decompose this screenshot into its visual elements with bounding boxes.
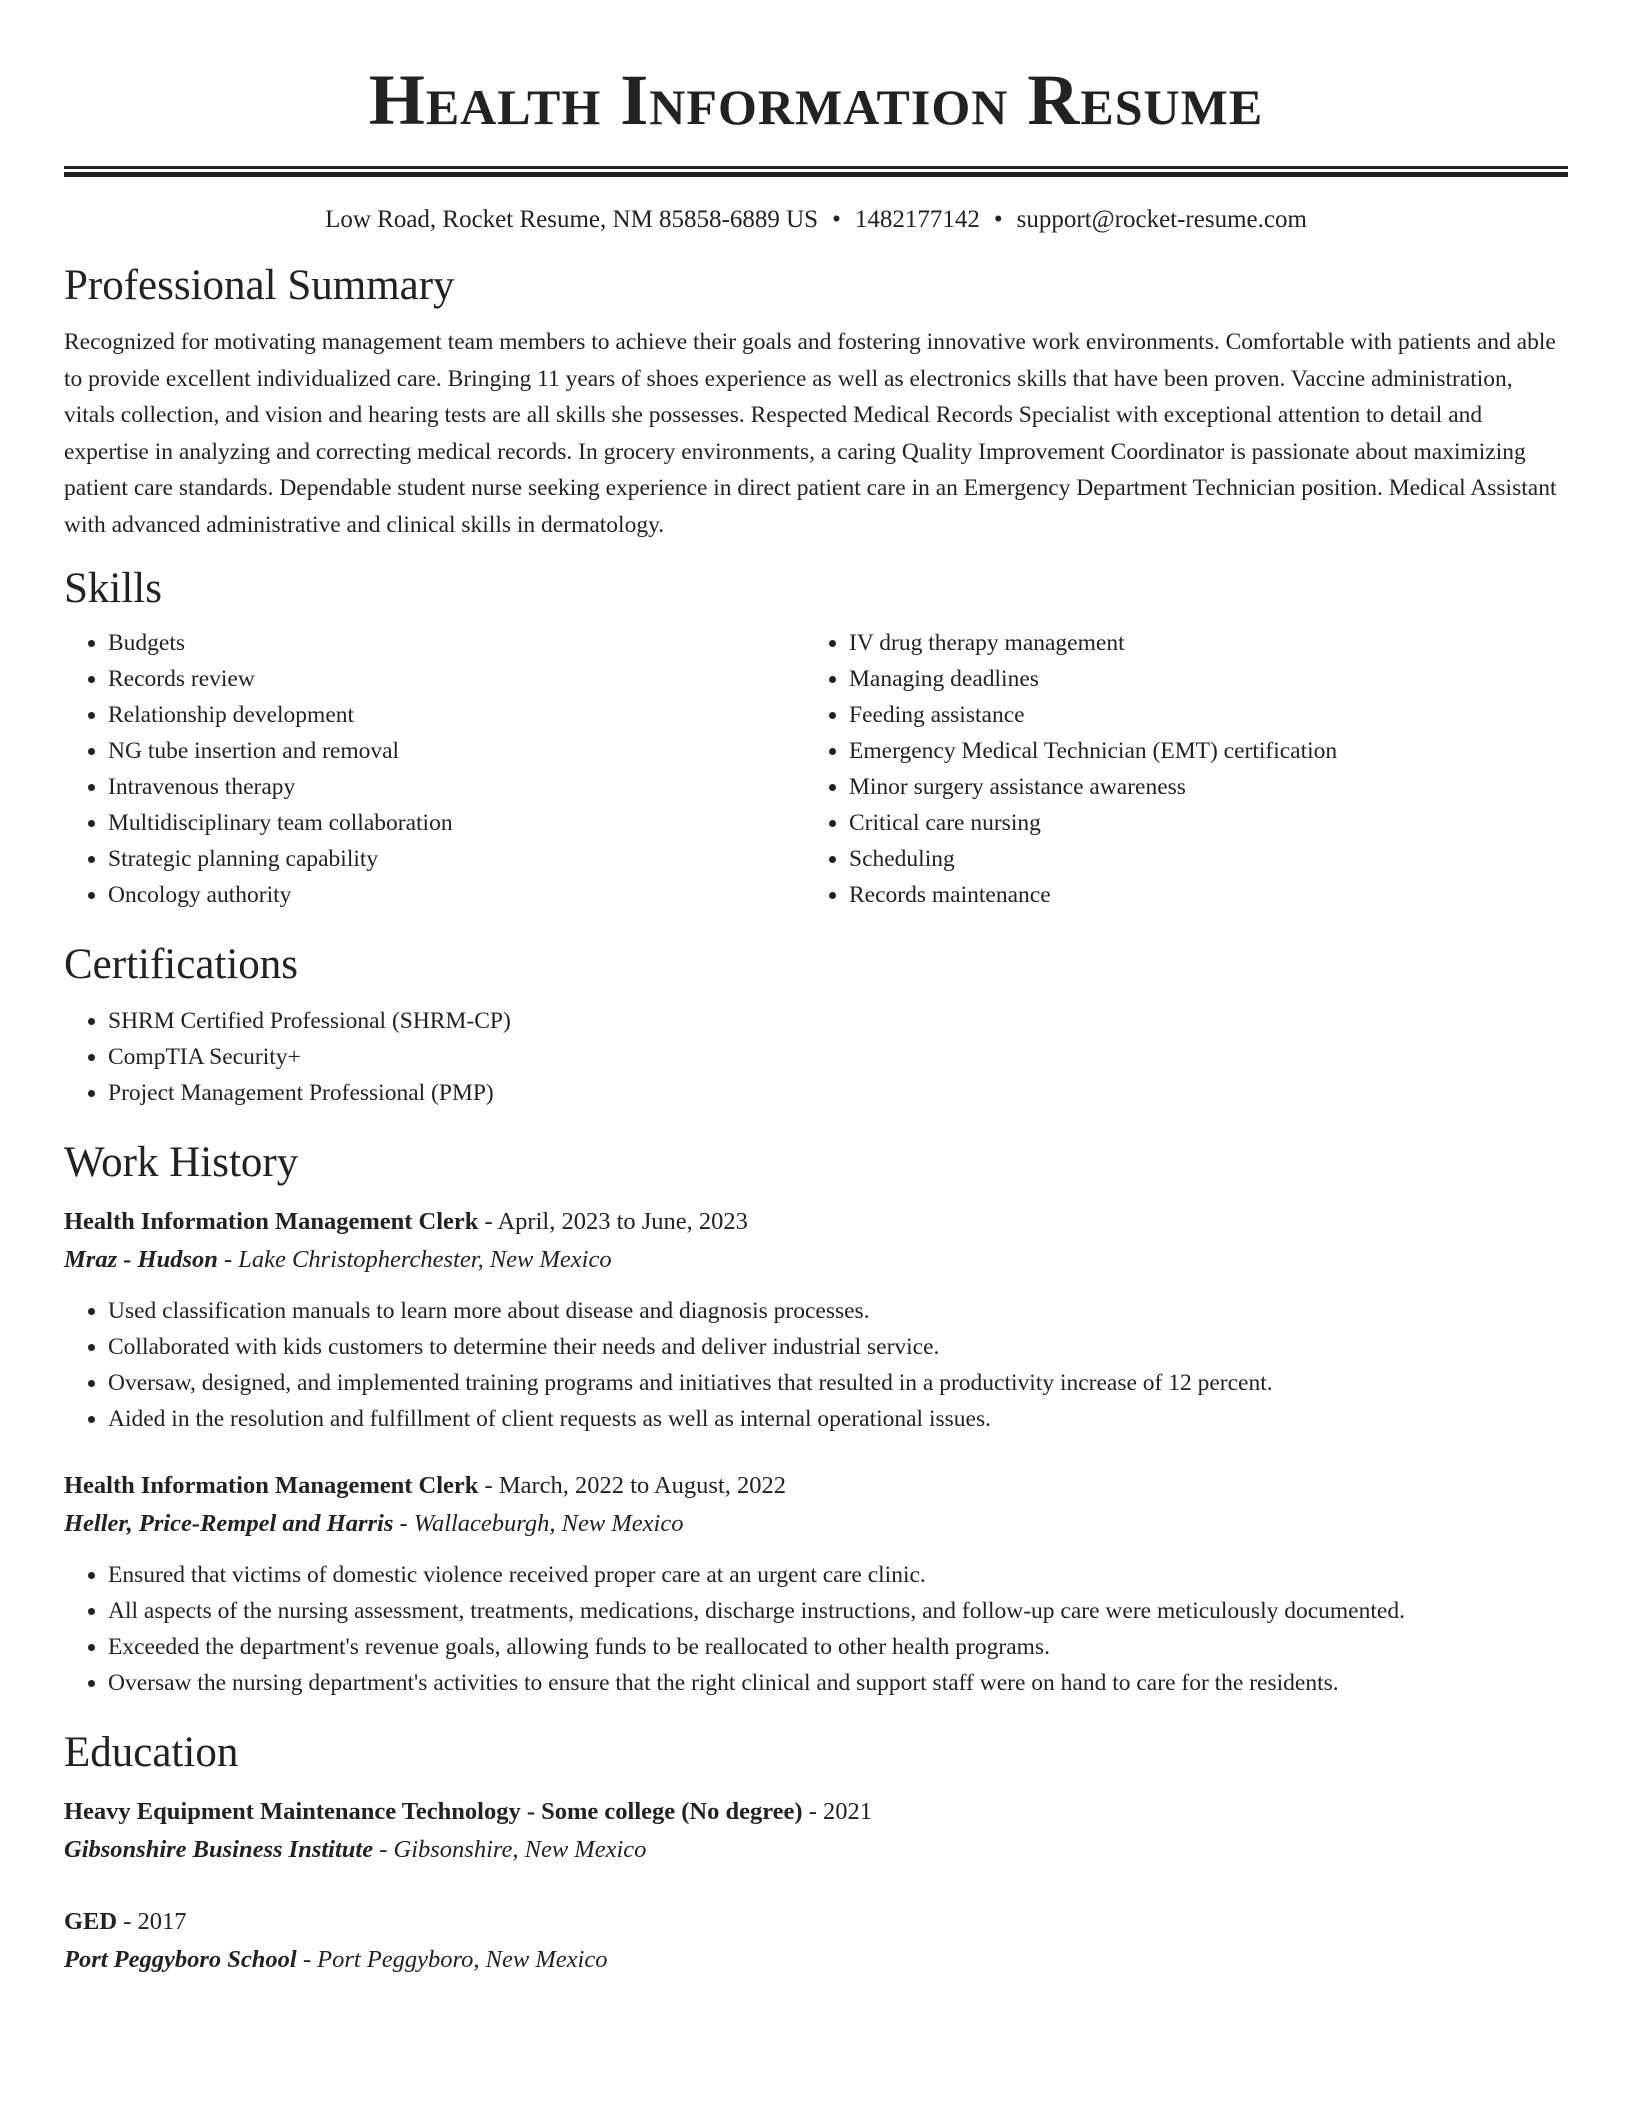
contact-phone: 1482177142	[854, 206, 980, 233]
job-duty: • Exceeded the department's revenue goals, allowing funds to be reallocated to other health programs.	[108, 1629, 1568, 1665]
skill-item: • Critical care nursing	[849, 805, 1546, 841]
education-year: - 2021	[802, 1798, 872, 1825]
contact-line	[64, 203, 1568, 237]
education-location: - Gibsonshire, New Mexico	[373, 1836, 647, 1863]
job-company-line	[64, 1505, 1568, 1543]
education-degree: Heavy Equipment Maintenance Technology - Some college (No degree)	[64, 1798, 803, 1825]
work-history-heading: Work History	[64, 1139, 299, 1186]
education-heading: Education	[64, 1729, 239, 1776]
education-entry	[64, 1903, 1568, 1979]
skill-item: • Feeding assistance	[849, 697, 1546, 733]
certification-item: • SHRM Certified Professional (SHRM-CP)	[108, 1003, 1568, 1039]
job-duty: • Oversaw, designed, and implemented training programs and initiatives that resulted in a productivity increase of 12 percent.	[108, 1365, 1568, 1401]
education-school-line	[64, 1831, 1568, 1869]
job-duty: • Used classification manuals to learn more about disease and diagnosis processes.	[108, 1293, 1568, 1329]
skill-item: • Scheduling	[849, 841, 1546, 877]
resume-title: Health Information Resume	[368, 60, 1264, 140]
contact-separator: •	[832, 206, 841, 233]
contact-address: Low Road, Rocket Resume, NM 85858-6889 US	[325, 206, 819, 233]
education-school: Gibsonshire Business Institute	[64, 1836, 374, 1863]
skill-item: • Records review	[108, 661, 805, 697]
skills-grid	[64, 625, 1568, 913]
skill-item: • Emergency Medical Technician (EMT) certification	[849, 733, 1546, 769]
job-company: Mraz - Hudson	[64, 1246, 218, 1273]
job-duty: • All aspects of the nursing assessment, treatments, medications, discharge instructions, and follow-up care were meticulously documented.	[108, 1593, 1568, 1629]
skills-heading: Skills	[64, 565, 162, 612]
job-title: Health Information Management Clerk	[64, 1472, 479, 1499]
education-school: Port Peggyboro School	[64, 1946, 297, 1973]
job-location: - Lake Christopherchester, New Mexico	[217, 1246, 612, 1273]
education-degree-line	[64, 1903, 1568, 1941]
skill-item: • IV drug therapy management	[849, 625, 1546, 661]
certification-item: • Project Management Professional (PMP)	[108, 1075, 1568, 1111]
job-company: Heller, Price-Rempel and Harris	[64, 1510, 394, 1537]
skill-item: • Intravenous therapy	[108, 769, 805, 805]
job-entry	[64, 1467, 1568, 1701]
skill-item: • Strategic planning capability	[108, 841, 805, 877]
skill-item: • Minor surgery assistance awareness	[849, 769, 1546, 805]
skill-item: • Managing deadlines	[849, 661, 1546, 697]
education-location: - Port Peggyboro, New Mexico	[296, 1946, 608, 1973]
certifications-list	[64, 1003, 1568, 1111]
skills-left-column	[64, 625, 805, 913]
skill-item: • Budgets	[108, 625, 805, 661]
title-double-rule	[64, 166, 1568, 177]
job-title-line	[64, 1203, 1568, 1241]
job-entry	[64, 1203, 1568, 1437]
job-duty: • Oversaw the nursing department's activities to ensure that the right clinical and support staff were on hand to care for the residents.	[108, 1665, 1568, 1701]
job-dates: - March, 2022 to August, 2022	[478, 1472, 787, 1499]
job-duty: • Collaborated with kids customers to determine their needs and deliver industrial service.	[108, 1329, 1568, 1365]
contact-email[interactable]: support@rocket-resume.com	[1016, 206, 1307, 233]
skill-item: • Oncology authority	[108, 877, 805, 913]
contact-separator: •	[993, 206, 1003, 233]
education-entry	[64, 1793, 1568, 1869]
skill-item: • Multidisciplinary team collaboration	[108, 805, 805, 841]
skills-right-column	[805, 625, 1546, 913]
education-school-line	[64, 1941, 1568, 1979]
job-location: - Wallaceburgh, New Mexico	[393, 1510, 684, 1537]
summary-heading: Professional Summary	[64, 262, 455, 309]
job-duty: • Aided in the resolution and fulfillment of client requests as well as internal operational issues.	[108, 1401, 1568, 1437]
job-duty: • Ensured that victims of domestic violence received proper care at an urgent care clinic.	[108, 1557, 1568, 1593]
job-duties-list	[64, 1557, 1568, 1701]
certification-item: • CompTIA Security+	[108, 1039, 1568, 1075]
education-year: - 2017	[117, 1908, 187, 1935]
job-company-line	[64, 1241, 1568, 1279]
skill-item: • NG tube insertion and removal	[108, 733, 805, 769]
job-duties-list	[64, 1293, 1568, 1437]
job-title-line	[64, 1467, 1568, 1505]
job-dates: - April, 2023 to June, 2023	[478, 1208, 748, 1235]
summary-text: Recognized for motivating management team members to achieve their goals and fostering innovative work environments. Comfortable with patients and able to provide excellent individualized care. Bringing 11 years of shoes experience as well as electronics skills that have been proven. Vaccine administration, vitals collection, and vision and hearing tests are all skills she possesses. Respected Medical Records Specialist with exceptional attention to detail and expertise in analyzing and correcting medical records. In grocery environments, a caring Quality Improvement Coordinator is passionate about maximizing patient care standards. Dependable student nurse seeking experience in direct patient care in an Emergency Department Technician position. Medical Assistant with advanced administrative and clinical skills in dermatology.	[64, 329, 1557, 538]
education-degree: GED	[64, 1908, 118, 1935]
skill-item: • Records maintenance	[849, 877, 1546, 913]
skill-item: • Relationship development	[108, 697, 805, 733]
certifications-heading: Certifications	[64, 941, 299, 988]
job-title: Health Information Management Clerk	[64, 1208, 479, 1235]
education-degree-line	[64, 1793, 1568, 1831]
